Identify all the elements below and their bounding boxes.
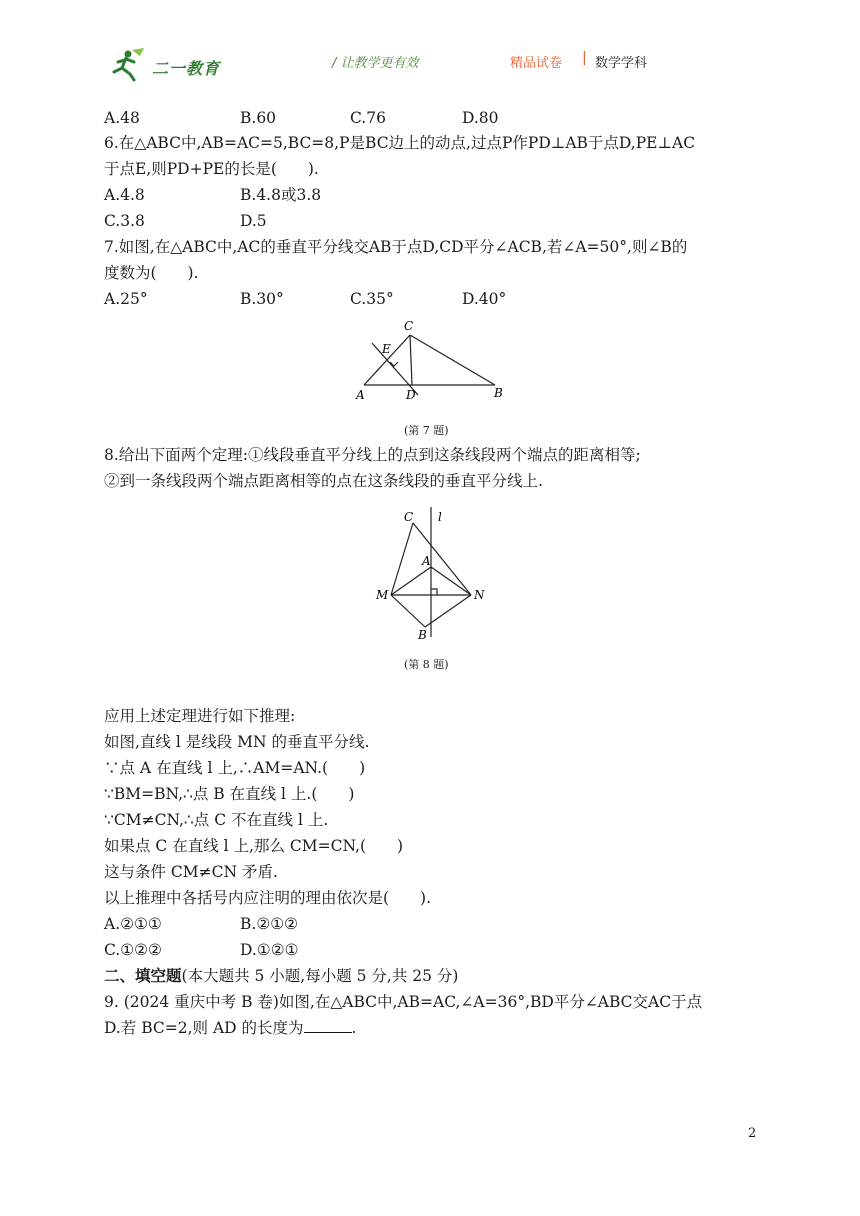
q5-option-a: A.48 (104, 109, 140, 127)
q7-caption: (第 7 题) (404, 424, 449, 437)
q9-stem-line2 (104, 1018, 356, 1038)
q7-option-c: C.35° (350, 290, 394, 308)
q8-label-l: l (438, 510, 442, 524)
q6-stem-line2: 于点E,则PD+PE的长是( ). (104, 160, 319, 178)
page-header (110, 40, 770, 84)
q7-label-d: D (406, 388, 416, 402)
q7-side-cb (410, 335, 495, 385)
q8-reasoning-line: 以上推理中各括号内应注明的理由依次是( ). (104, 889, 432, 907)
q6-option-a: A.4.8 (104, 186, 145, 204)
q8-option-c: C.①②② (104, 941, 162, 959)
slogan: / 让教学更有效 (332, 56, 419, 71)
q5-option-c: C.76 (350, 109, 386, 127)
q8-label-n: N (474, 588, 485, 602)
section-2-title: 二、填空题 (104, 966, 182, 985)
q8-option-b: B.②①② (240, 915, 299, 933)
q8-stem-line1: 8.给出下面两个定理:①线段垂直平分线上的点到这条线段两个端点的距离相等; (104, 446, 641, 464)
q6-option-d: D.5 (240, 212, 267, 230)
q8-label-m: M (376, 588, 389, 602)
q8-caption: (第 8 题) (404, 658, 449, 671)
q6-option-c: C.3.8 (104, 212, 145, 230)
q7-triangle-figure (350, 315, 520, 410)
q7-label-b: B (494, 386, 503, 400)
q5-option-b: B.60 (240, 109, 277, 127)
q8-segment-am (391, 567, 431, 595)
q8-label-b: B (418, 628, 427, 642)
q7-label-e: E (382, 342, 391, 356)
q7-option-a: A.25° (104, 290, 148, 308)
q9-stem-text: D.若 BC=2,则 AD 的长度为 (104, 1019, 304, 1037)
q7-label-a: A (356, 388, 365, 402)
q8-reasoning-line: ∵CM≠CN,∴点 C 不在直线 l 上. (104, 811, 329, 829)
q6-stem-line1: 6.在△ABC中,AB=AC=5,BC=8,P是BC边上的动点,过点P作PD⊥AB于点D,PE⊥AC (104, 134, 696, 152)
q8-reasoning-line: 这与条件 CM≠CN 矛盾. (104, 863, 278, 881)
logo (110, 46, 230, 82)
q7-stem-line1: 7.如图,在△ABC中,AC的垂直平分线交AB于点D,CD平分∠ACB,若∠A=50°,则∠B的 (104, 238, 688, 256)
page-number: 2 (748, 1126, 757, 1141)
q8-reasoning-line: 如果点 C 在直线 l 上,那么 CM=CN,( ) (104, 837, 404, 855)
brand-label: 精品试卷 (510, 56, 563, 71)
section-2-heading (104, 966, 458, 986)
q9-answer-blank[interactable] (304, 1018, 352, 1033)
q8-reasoning-line: 应用上述定理进行如下推理: (104, 707, 296, 725)
q6-option-b: B.4.8或3.8 (240, 186, 322, 204)
q8-right-angle-mark (431, 589, 437, 595)
q8-option-a: A.②①① (104, 915, 162, 933)
q8-segment-bn (425, 595, 471, 627)
q8-option-d: D.①②① (240, 941, 299, 959)
q9-stem-line1: 9. (2024 重庆中考 B 卷)如图,在△ABC中,AB=AC,∠A=36°,BD平分∠ABC交AC于点 (104, 993, 703, 1011)
header-separator: | (582, 50, 587, 66)
q8-reasoning-line: ∵BM=BN,∴点 B 在直线 l 上.( ) (104, 785, 355, 803)
q9-stem-end: . (351, 1019, 357, 1037)
q7-option-b: B.30° (240, 290, 284, 308)
section-2-note: (本大题共 5 小题,每小题 5 分,共 25 分) (181, 967, 459, 985)
q8-segment-bm (391, 595, 425, 627)
q8-label-c: C (404, 510, 414, 524)
runner-logo-icon (110, 46, 150, 82)
subject-label: 数学学科 (595, 56, 648, 71)
q8-reasoning-line: 如图,直线 l 是线段 MN 的垂直平分线. (104, 733, 370, 751)
q8-figure (370, 505, 490, 645)
q7-label-c: C (404, 319, 414, 333)
logo-text: 二一教育 (152, 59, 221, 78)
q8-reasoning-line: ∵点 A 在直线 l 上,∴AM=AN.( ) (104, 759, 366, 777)
q8-segment-cm (391, 523, 413, 595)
q8-stem-line2: ②到一条线段两个端点距离相等的点在这条线段的垂直平分线上. (104, 472, 543, 490)
q7-stem-line2: 度数为( ). (104, 264, 199, 282)
q8-label-a: A (422, 554, 431, 568)
q5-option-d: D.80 (462, 109, 499, 127)
q7-option-d: D.40° (462, 290, 507, 308)
q7-segment-cd (410, 335, 412, 385)
